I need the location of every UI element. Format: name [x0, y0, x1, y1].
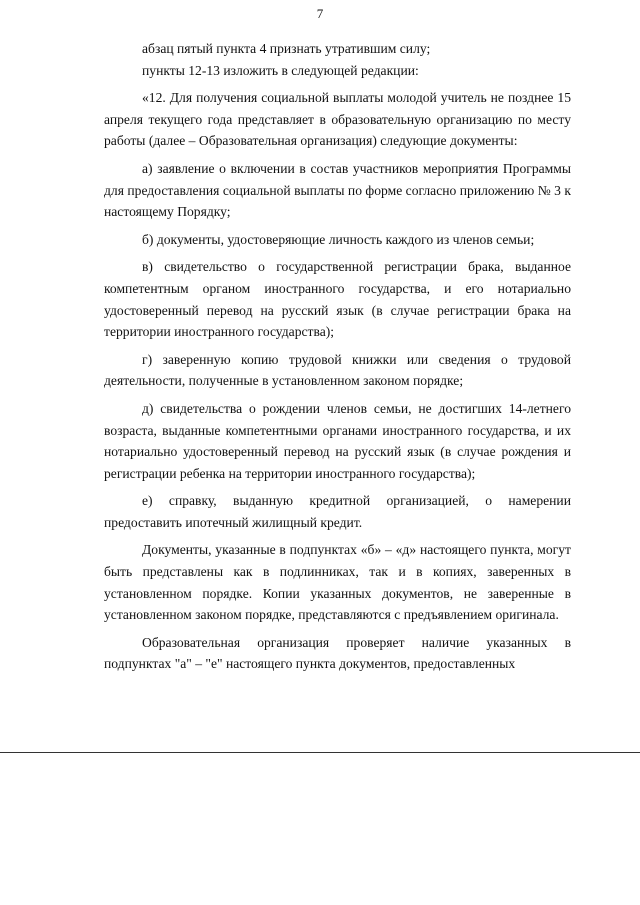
- paragraph-abzac-5: абзац пятый пункта 4 признать утратившим силу;: [142, 41, 431, 56]
- page-bottom-rule: [0, 752, 640, 753]
- list-item-b: б) документы, удостоверяющие личность каждого из членов семьи;: [142, 231, 535, 247]
- list-item-d: д) свидетельства о рождении членов семьи, не достигших 14-летнего возраста, выданные компетентными органами иностранного государства, и их нотариально удостоверенный перевод на русский язык (в случае рождения и регистрации ребенка на территории иностранного государства);: [104, 400, 571, 481]
- document-body: [104, 38, 571, 675]
- paragraph-documents-copies: Документы, указанные в подпунктах «б» – «д» настоящего пункта, могут быть представлены как в подлинниках, так и в копиях, заверенных в установленном порядке. Копии указанных документов, не заверенные в установленном законом порядке, представляются с предъявлением оригинала.: [104, 542, 571, 623]
- paragraph-organization-checks: Образовательная организация проверяет наличие указанных в подпунктах "а" – "е" настоящего пункта документов, предоставленных: [104, 634, 571, 672]
- list-item-a: а) заявление о включении в состав участников мероприятия Программы для предоставления социальной выплаты по форме согласно приложению № 3 к настоящему Порядку;: [104, 160, 571, 220]
- paragraph-punkt-12: «12. Для получения социальной выплаты молодой учитель не позднее 15 апреля текущего года представляет в образовательную организацию по месту работы (далее – Образовательная организация) следующие документы:: [104, 90, 571, 149]
- list-item-v: в) свидетельство о государственной регистрации брака, выданное компетентным органом иностранного государства, и его нотариально удостоверенный перевод на русский язык (в случае регистрации брака на территории иностранного государства);: [104, 259, 571, 340]
- list-item-e: е) справку, выданную кредитной организацией, о намерении предоставить ипотечный жилищный кредит.: [104, 493, 571, 530]
- page-number: 7: [316, 6, 324, 21]
- paragraph-punkty-12-13: пункты 12-13 изложить в следующей редакции:: [142, 62, 419, 78]
- list-item-g: г) заверенную копию трудовой книжки или сведения о трудовой деятельности, полученные в установленном законом порядке;: [104, 351, 571, 389]
